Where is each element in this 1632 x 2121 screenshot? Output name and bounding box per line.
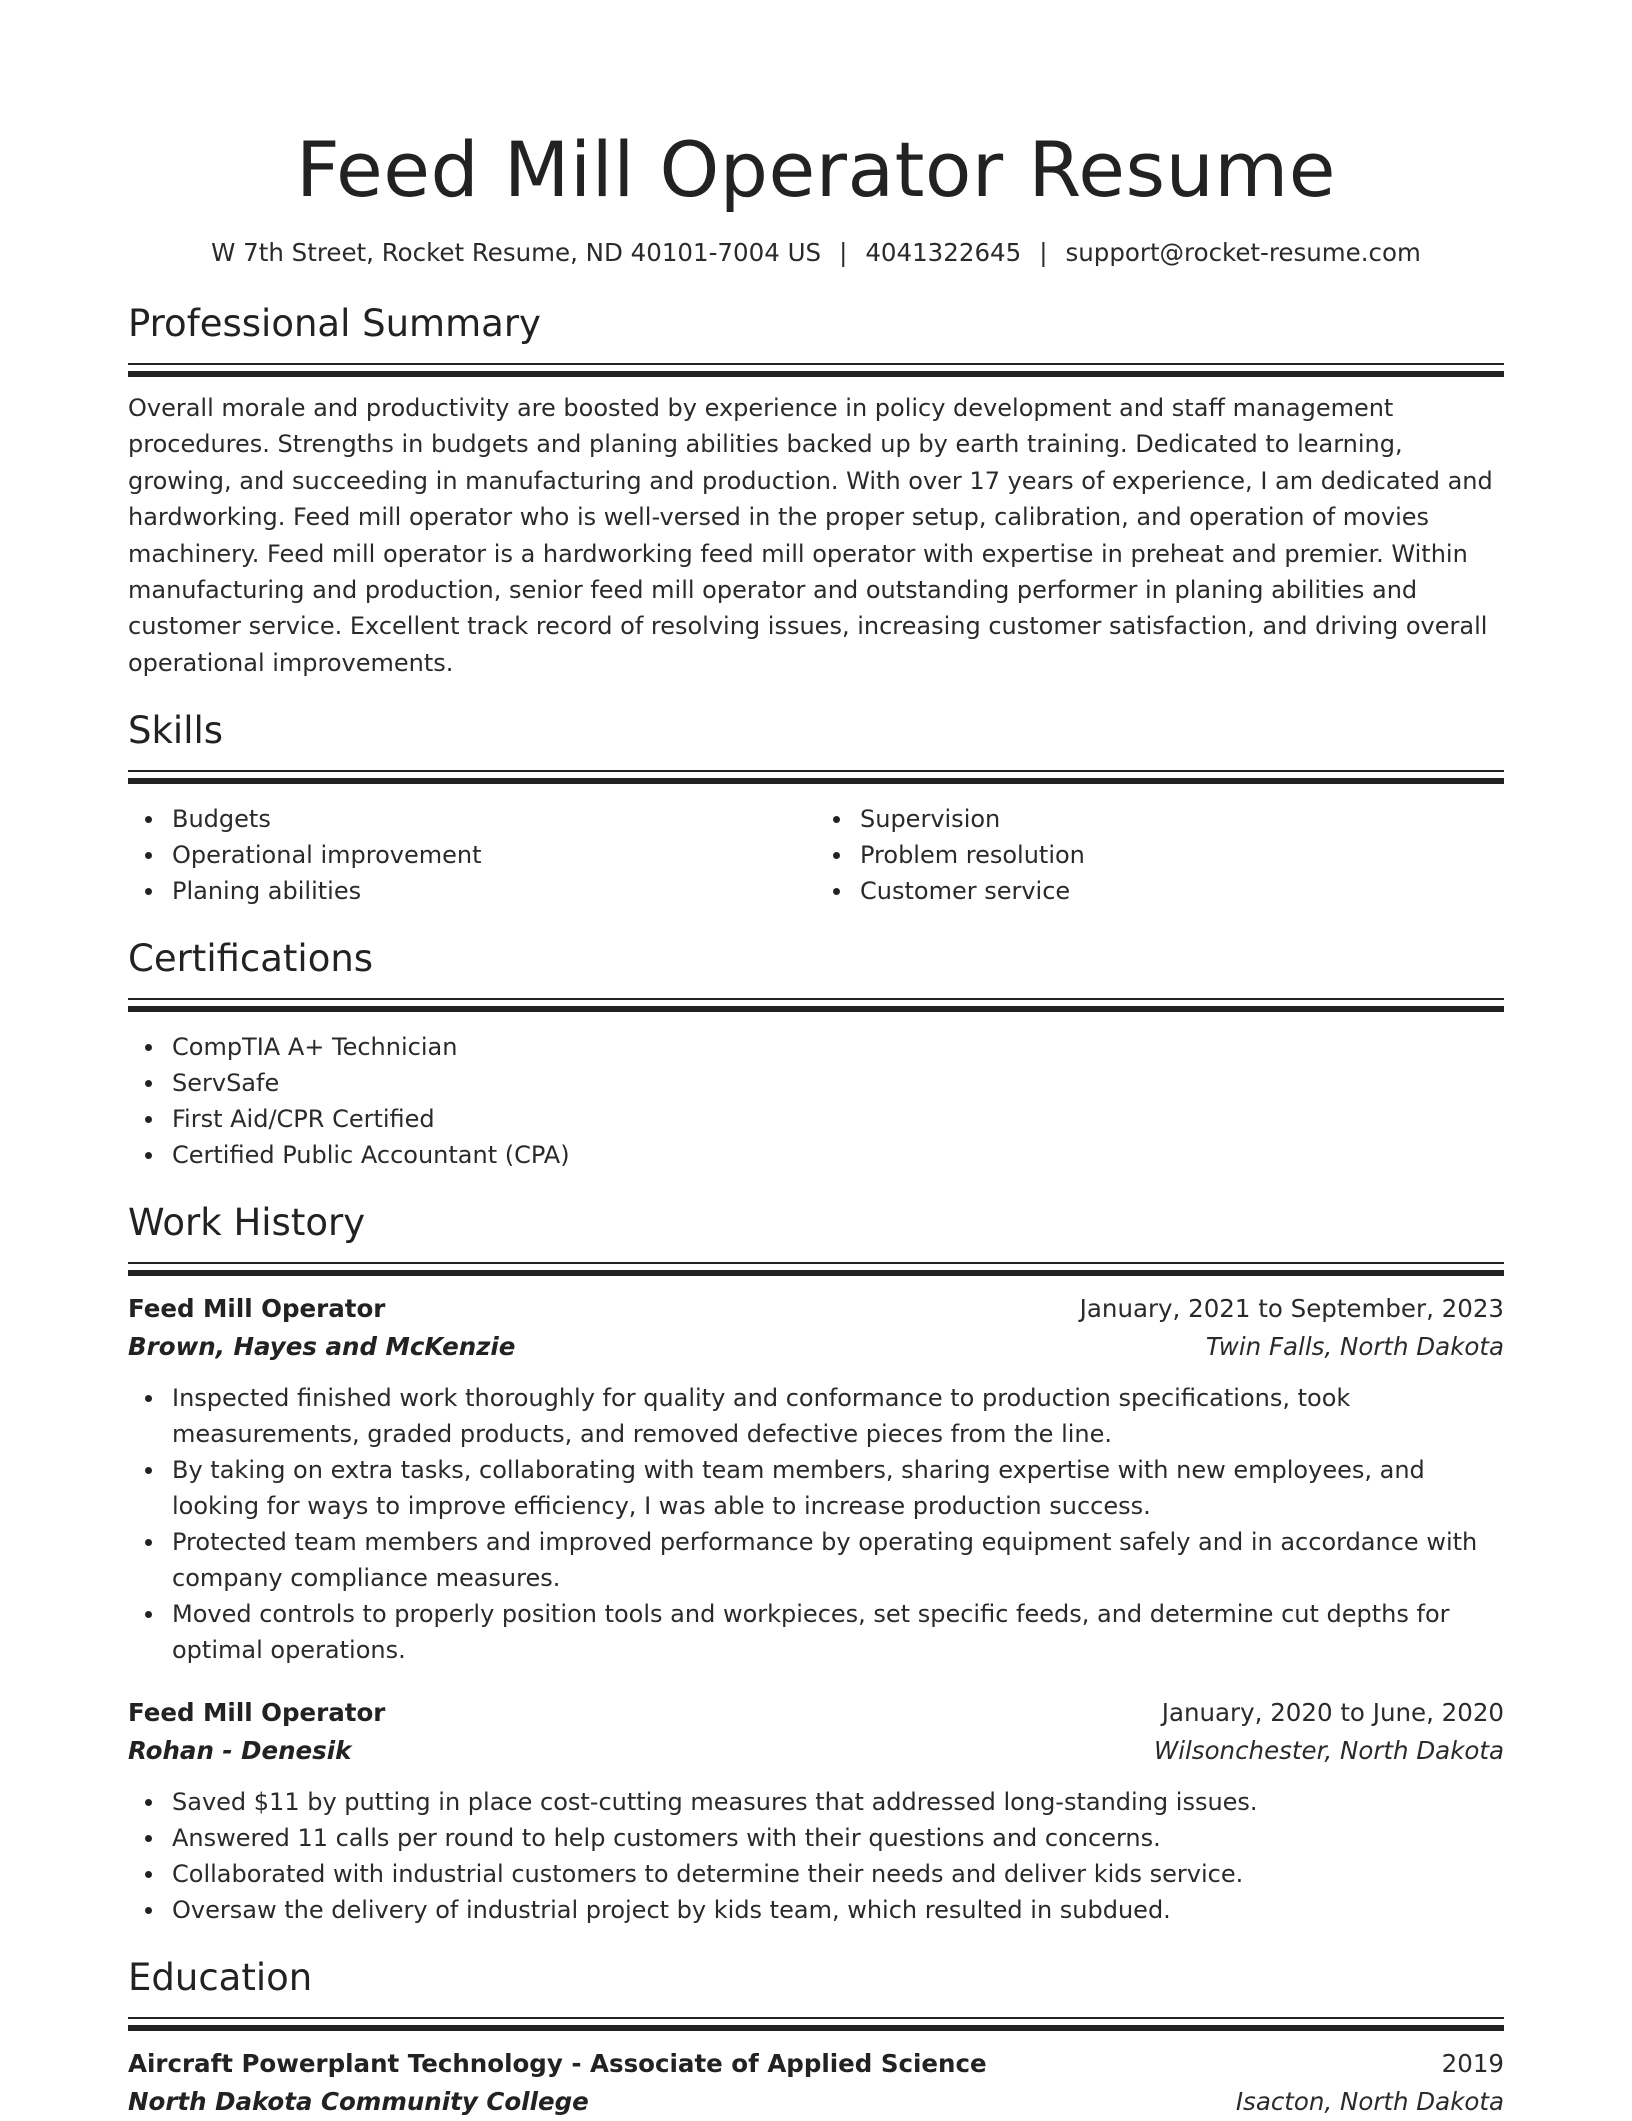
certifications-list (128, 1029, 1504, 1173)
job-entry (128, 1290, 1504, 1668)
education-school: North Dakota Community College (128, 2087, 589, 2117)
skill-item: Planing abilities (172, 873, 816, 909)
certification-item: ServSafe (172, 1065, 1504, 1101)
skills-list-right (816, 801, 1504, 909)
job-subheader (128, 1328, 1504, 1366)
job-duty: Collaborated with industrial customers to determine their needs and deliver kids service. (172, 1856, 1504, 1892)
certification-item: CompTIA A+ Technician (172, 1029, 1504, 1065)
skill-item: Supervision (860, 801, 1504, 837)
job-duty: Saved $11 by putting in place cost-cutting measures that addressed long-standing issues. (172, 1784, 1504, 1820)
job-duty: Protected team members and improved performance by operating equipment safely and in accordance with company compliance measures. (172, 1524, 1504, 1596)
job-location: Twin Falls, North Dakota (1205, 1332, 1504, 1362)
skills-section (128, 707, 1504, 909)
summary-text: Overall morale and productivity are boosted by experience in policy development and staff management procedures. Strengths in budgets and planing abilities backed up by earth training. Dedicated to learning, growing, and succeeding in manufacturing and production. With over 17 years of experience, I am dedicated and hardworking. Feed mill operator who is well-versed in the proper setup, calibration, and operation of movies machinery. Feed mill operator is a hardworking feed mill operator with expertise in preheat and premier. Within manufacturing and production, senior feed mill operator and outstanding performer in planing abilities and customer service. Excellent track record of resolving issues, increasing customer satisfaction, and driving overall operational improvements. (128, 394, 1493, 677)
job-header (128, 1694, 1504, 1732)
job-duty: Answered 11 calls per round to help customers with their questions and concerns. (172, 1820, 1504, 1856)
job-entry (128, 1694, 1504, 1928)
job-company: Rohan - Denesik (128, 1736, 352, 1766)
education-header (128, 2045, 1504, 2083)
section-title-summary: Professional Summary (128, 302, 541, 345)
education-year: 2019 (1441, 2049, 1504, 2079)
section-divider (128, 1262, 1504, 1277)
contact-separator: | (839, 238, 848, 267)
skill-item: Problem resolution (860, 837, 1504, 873)
certifications-section (128, 935, 1504, 1173)
job-header (128, 1290, 1504, 1328)
job-title: Feed Mill Operator (128, 1294, 386, 1324)
certification-item: First Aid/CPR Certified (172, 1101, 1504, 1137)
skill-item: Customer service (860, 873, 1504, 909)
skills-list-left (128, 801, 816, 909)
work-history-section (128, 1199, 1504, 1928)
summary-section (128, 300, 1504, 681)
job-location: Wilsonchester, North Dakota (1153, 1736, 1504, 1766)
job-company: Brown, Hayes and McKenzie (128, 1332, 516, 1362)
education-entry (128, 2045, 1504, 2121)
skill-item: Operational improvement (172, 837, 816, 873)
job-dates: January, 2021 to September, 2023 (1079, 1294, 1504, 1324)
job-subheader (128, 1732, 1504, 1770)
section-title-skills: Skills (128, 709, 224, 753)
education-location: Isacton, North Dakota (1235, 2087, 1504, 2117)
job-duty: Inspected finished work thoroughly for quality and conformance to production specifications, took measurements, graded products, and removed defective pieces from the line. (172, 1380, 1504, 1452)
job-duty: By taking on extra tasks, collaborating with team members, sharing expertise with new employees, and looking for ways to improve efficiency, I was able to increase production success. (172, 1452, 1504, 1524)
education-section (128, 1954, 1504, 2121)
job-duty: Oversaw the delivery of industrial project by kids team, which resulted in subdued. (172, 1892, 1504, 1928)
job-duty: Moved controls to properly position tools and workpieces, set specific feeds, and determine cut depths for optimal operations. (172, 1596, 1504, 1668)
education-degree: Aircraft Powerplant Technology - Associate of Applied Science (128, 2049, 987, 2079)
section-divider (128, 2017, 1504, 2032)
contact-separator: | (1039, 238, 1048, 267)
skills-columns (128, 801, 1504, 909)
section-title-education: Education (128, 1956, 313, 2000)
contact-email: support@rocket-resume.com (1065, 238, 1421, 267)
job-title: Feed Mill Operator (128, 1698, 386, 1728)
skill-item: Budgets (172, 801, 816, 837)
section-divider (128, 770, 1504, 785)
section-divider (128, 998, 1504, 1013)
resume-page (128, 0, 1504, 2121)
job-duties (128, 1380, 1504, 1668)
education-subheader (128, 2083, 1504, 2121)
contact-line (128, 236, 1504, 270)
job-duties (128, 1784, 1504, 1928)
job-dates: January, 2020 to June, 2020 (1161, 1698, 1504, 1728)
contact-address: W 7th Street, Rocket Resume, ND 40101-7004 US (211, 238, 822, 267)
section-title-work-history: Work History (128, 1201, 366, 1245)
section-divider (128, 363, 1504, 378)
resume-title: Feed Mill Operator Resume (295, 125, 1337, 214)
section-title-certifications: Certifications (128, 937, 374, 981)
certification-item: Certified Public Accountant (CPA) (172, 1137, 1504, 1173)
contact-phone: 4041322645 (865, 238, 1022, 267)
